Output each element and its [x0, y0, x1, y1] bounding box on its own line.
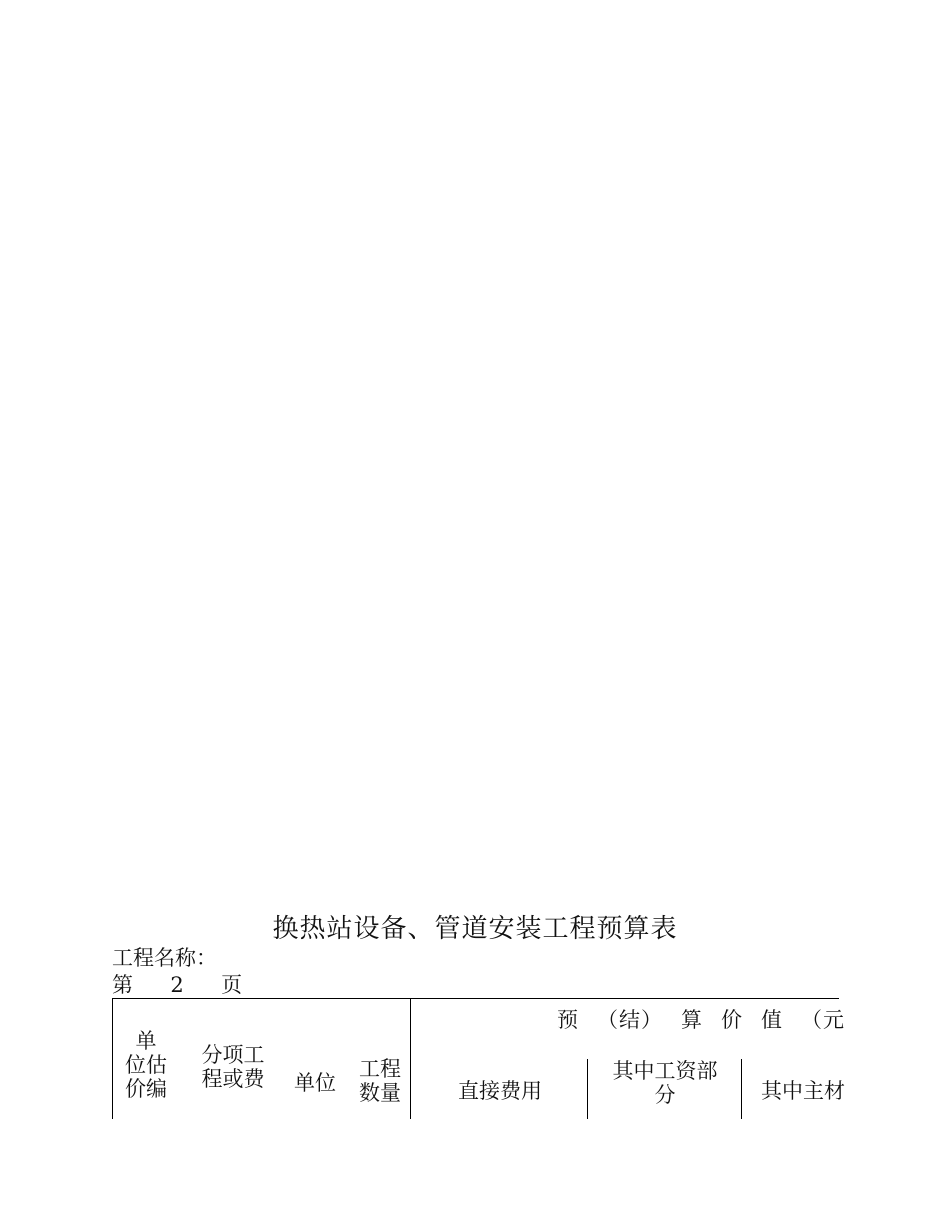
header-main-material: 其中主材	[761, 1079, 845, 1103]
page-title: 换热站设备、管道安装工程预算表	[272, 914, 678, 944]
page-suffix: 页	[221, 973, 245, 997]
budget-table-header	[112, 998, 845, 1119]
page-number	[112, 972, 244, 998]
header-code: 单 位估 价编	[125, 1029, 167, 1101]
project-name-label: 工程名称：	[112, 946, 217, 970]
header-budget-value: 预 （结） 算 价 值 （元	[557, 1008, 845, 1032]
header-direct-cost: 直接费用	[458, 1079, 542, 1103]
header-wage-part: 其中工资部 分	[612, 1059, 718, 1107]
header-unit: 单位	[294, 1071, 336, 1095]
header-item-name: 分项工 程或费	[201, 1043, 265, 1091]
header-quantity: 工程 数量	[359, 1057, 401, 1105]
page-number-value: 2	[170, 973, 186, 997]
page-prefix: 第	[112, 973, 135, 997]
